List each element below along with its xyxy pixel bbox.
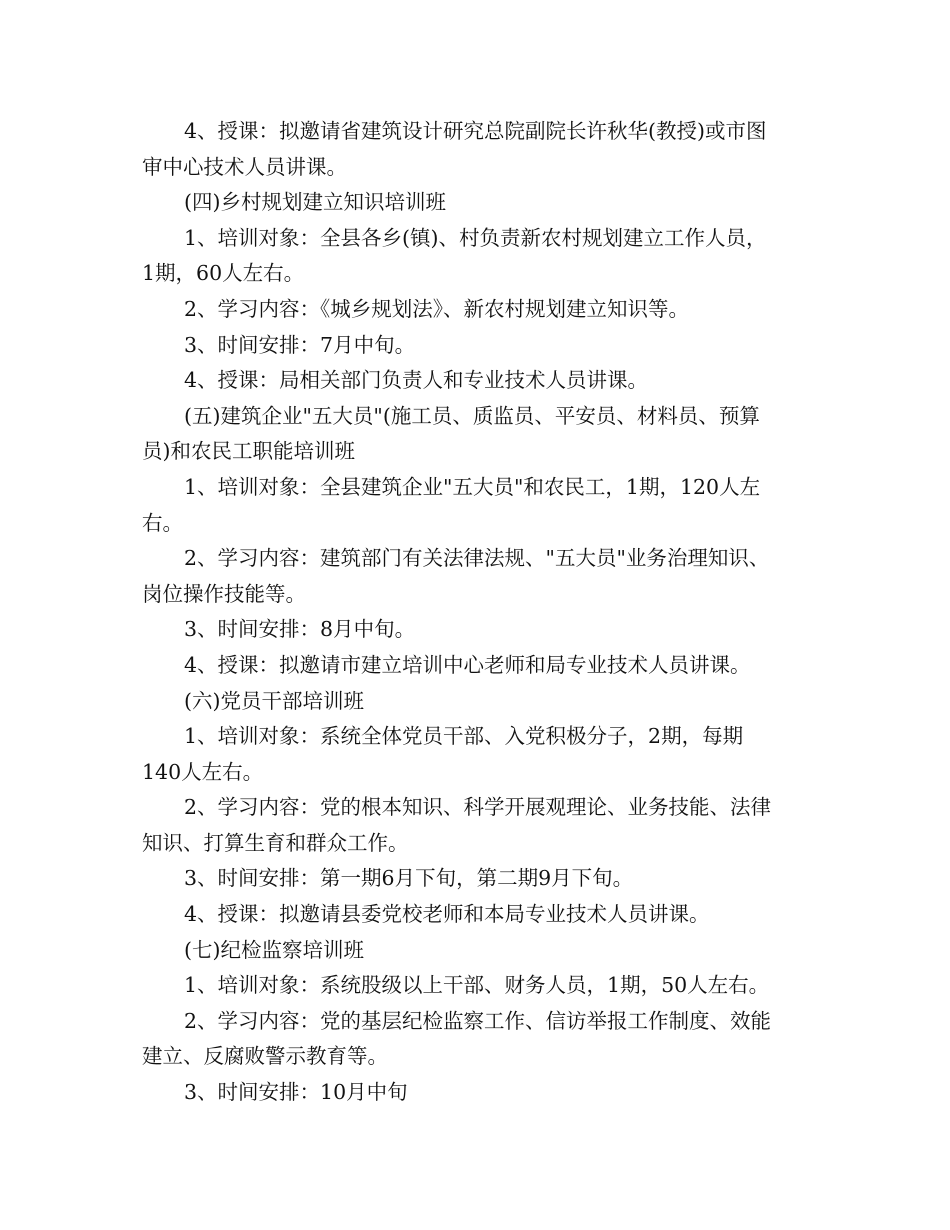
text-line: 2、学习内容：建筑部门有关法律法规、"五大员"业务治理知识、: [184, 546, 770, 571]
text-line: 2、学习内容：党的根本知识、科学开展观理论、业务技能、法律: [184, 795, 772, 820]
text-line: 3、时间安排：10月中旬: [184, 1080, 408, 1105]
text-line: (四)乡村规划建立知识培训班: [184, 190, 446, 215]
text-line: 3、时间安排：8月中旬。: [184, 617, 416, 642]
text-line: 审中心技术人员讲课。: [142, 154, 347, 179]
text-line: (六)党员干部培训班: [184, 688, 364, 713]
text-line: 1期，60人左右。: [142, 261, 305, 286]
text-line: 4、授课：局相关部门负责人和专业技术人员讲课。: [184, 368, 649, 393]
text-line: (七)纪检监察培训班: [184, 937, 364, 962]
text-line: 1、培训对象：全县建筑企业"五大员"和农民工，1期，120人左: [184, 474, 761, 499]
text-line: 员)和农民工职能培训班: [142, 439, 355, 464]
text-line: 4、授课：拟邀请省建筑设计研究总院副院长许秋华(教授)或市图: [184, 119, 767, 143]
text-line: 3、时间安排：7月中旬。: [184, 332, 416, 357]
text-line: 右。: [142, 510, 183, 535]
text-line: 知识、打算生育和群众工作。: [142, 830, 409, 855]
text-line: 1、培训对象：系统全体党员干部、入党积极分子，2期，每期: [184, 724, 744, 749]
text-line: (五)建筑企业"五大员"(施工员、质监员、平安员、材料员、预算: [184, 403, 760, 428]
text-line: 建立、反腐败警示教育等。: [142, 1044, 388, 1069]
text-line: 4、授课：拟邀请市建立培训中心老师和局专业技术人员讲课。: [184, 652, 751, 677]
text-line: 3、时间安排：第一期6月下旬，第二期9月下旬。: [184, 866, 634, 891]
document-page: [142, 114, 822, 1111]
text-line: 1、培训对象：系统股级以上干部、财务人员，1期，50人左右。: [184, 973, 770, 998]
text-line: 2、学习内容：《城乡规划法》、新农村规划建立知识等。: [184, 296, 690, 321]
text-line: 1、培训对象：全县各乡(镇)、村负责新农村规划建立工作人员，: [184, 225, 767, 250]
text-line: 4、授课：拟邀请县委党校老师和本局专业技术人员讲课。: [184, 902, 710, 927]
text-line: 140人左右。: [142, 759, 264, 784]
text-line: 岗位操作技能等。: [142, 581, 306, 606]
text-line: 2、学习内容：党的基层纪检监察工作、信访举报工作制度、效能: [184, 1008, 772, 1033]
